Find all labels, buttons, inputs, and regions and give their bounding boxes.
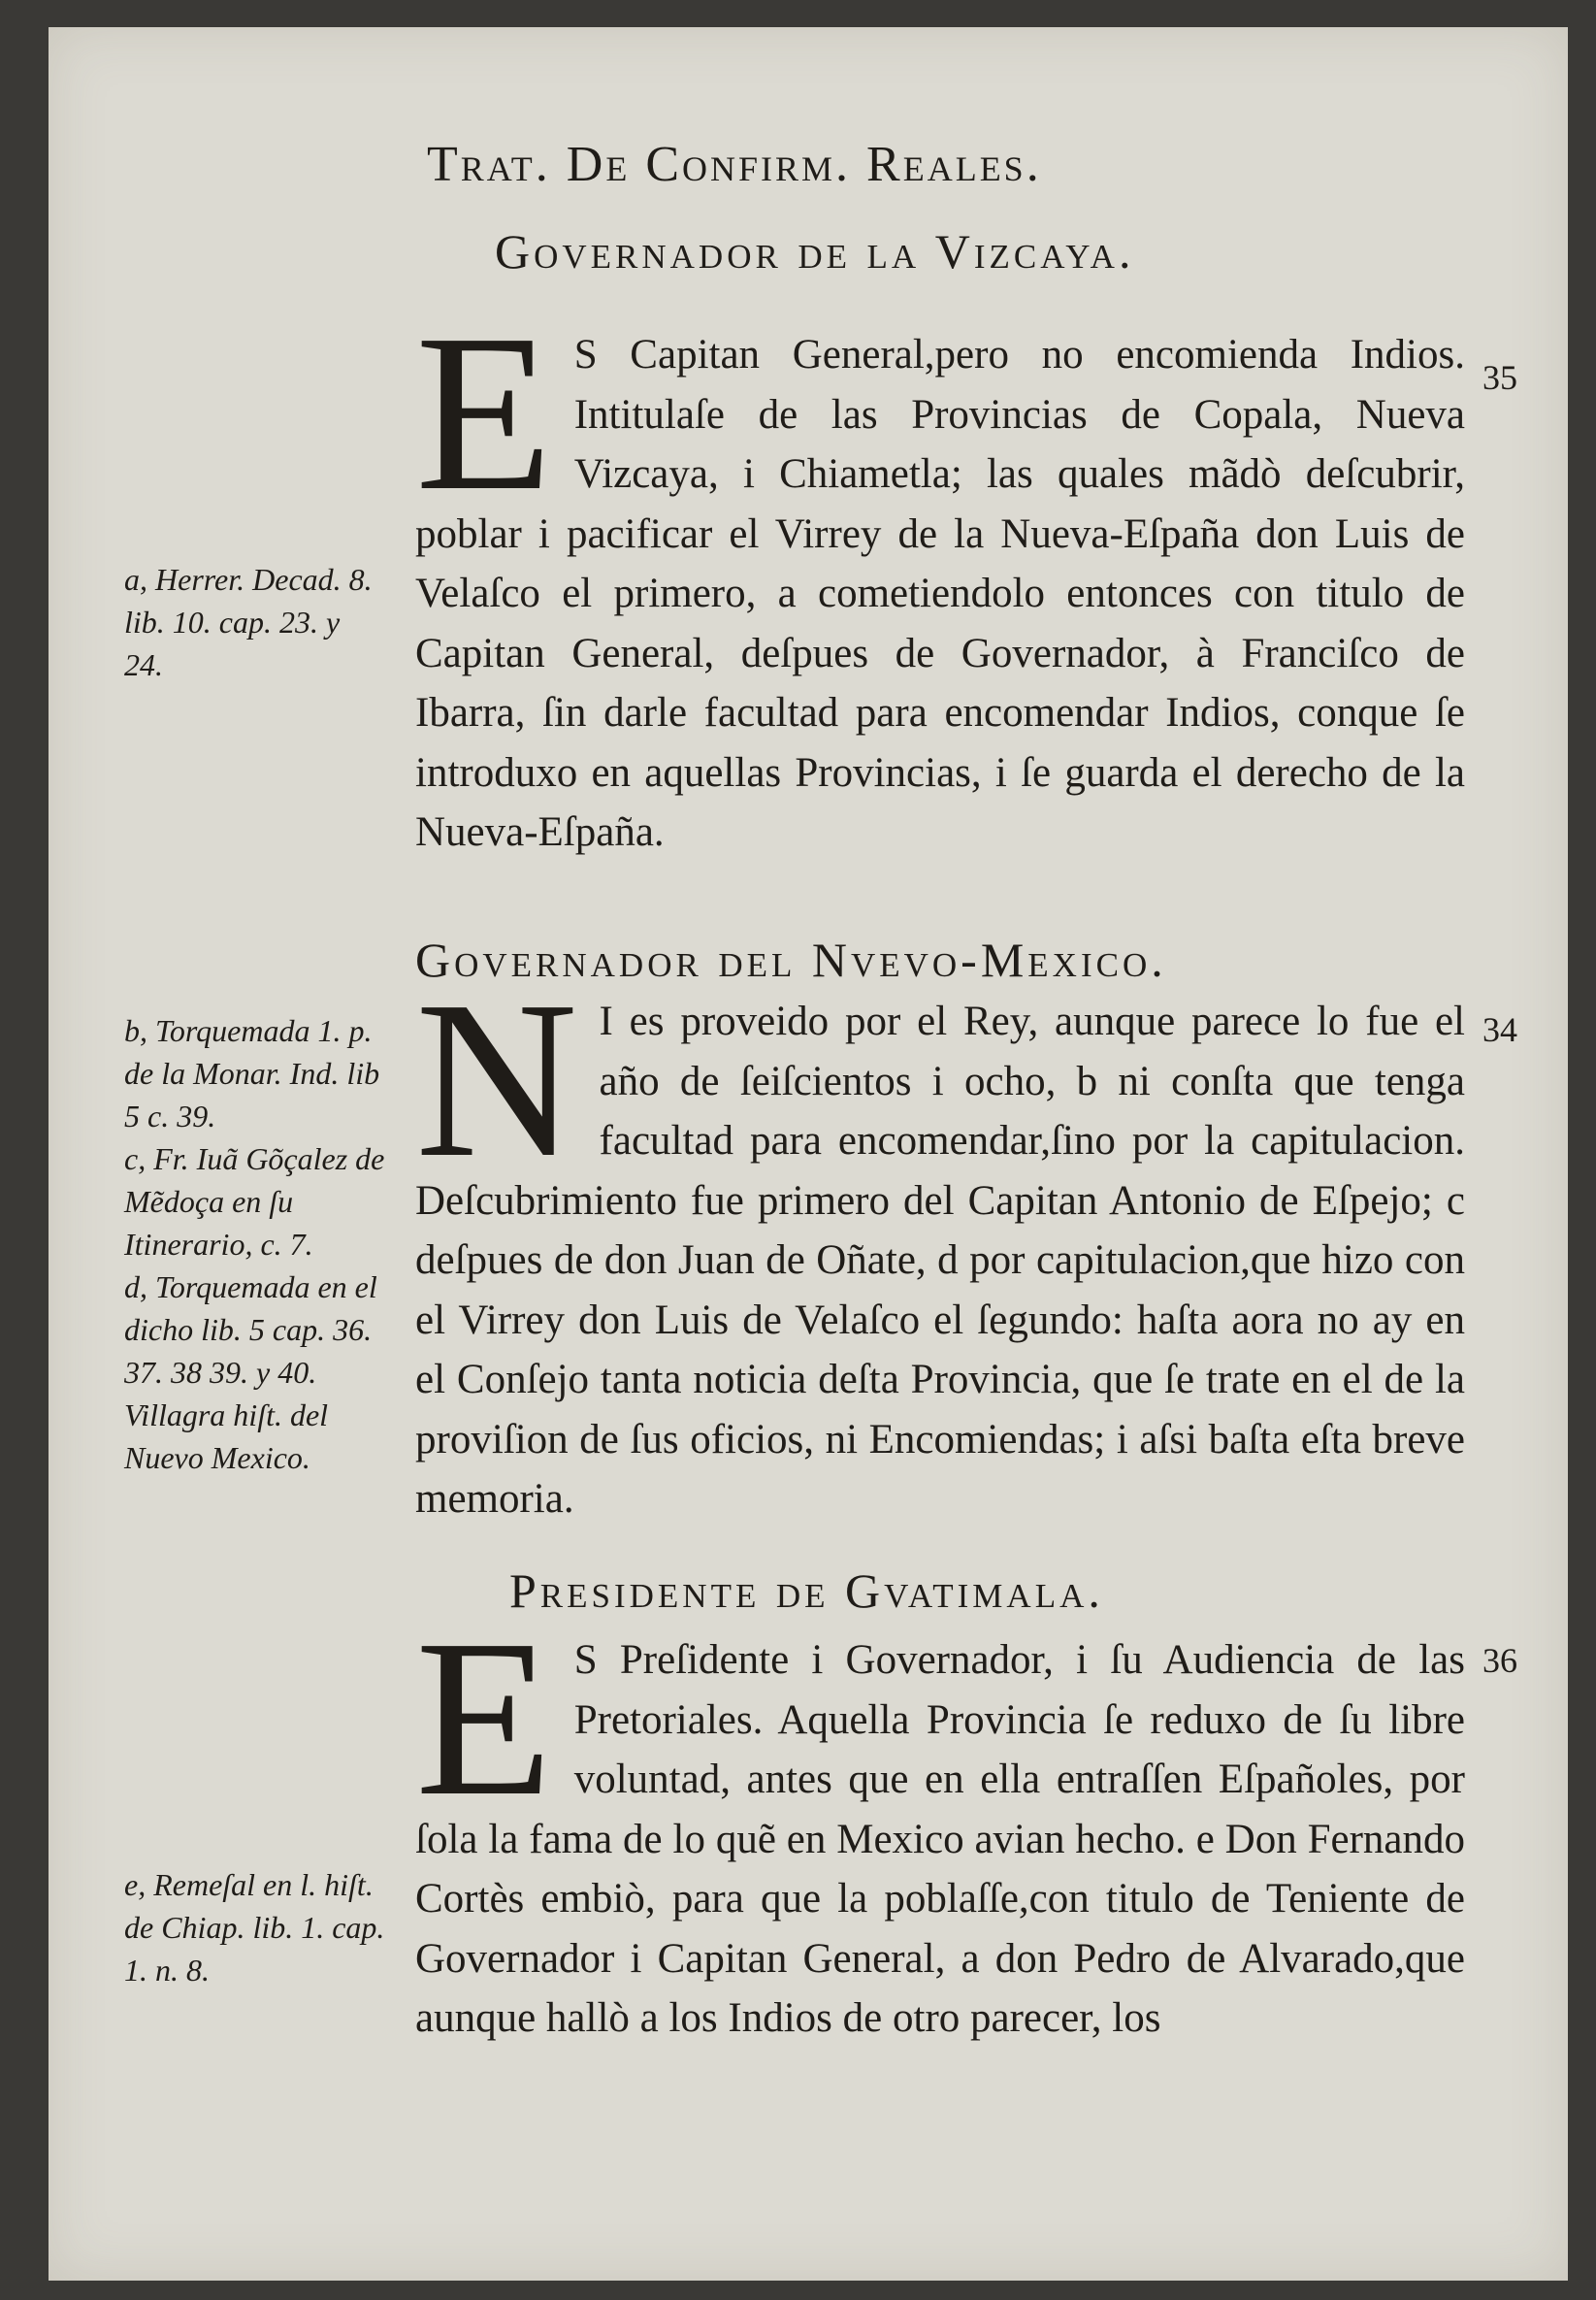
running-head: Trat. De Confirm. Reales. xyxy=(427,137,1042,192)
section-guatimala xyxy=(415,1594,1465,2049)
paragraph: S Preſidente i Governador, i ſu Audiencia de las Pretoriales. Aquella Provincia ſe reduxo de ſu libre voluntad, antes que en ella entraſſen Eſpañoles, por ſola la fama de lo quẽ en Mexico avian hecho. e Don Fernando Cortès embiò, para que la poblaſſe,con titulo de Teniente de Governador i Capitan General, a don Pedro de Alvarado,que aunque hallò a los Indios de otro parecer, los xyxy=(415,1637,1465,2041)
marginal-note: d, Torquemada en el dicho lib. 5 cap. 36. 37. 38 39. y 40. Villagra hiſt. del Nuevo Mexico. xyxy=(124,1269,377,1475)
section-title-nuevo-mexico: Governador del Nvevo-Mexico. xyxy=(415,933,1167,987)
paragraph: S Capitan General,pero no encomienda Indios. Intitulaſe de las Provincias de Copala, Nueva Vizcaya, i Chiametla; las quales mãdò deſcubrir, poblar i pacificar el Virrey de la Nueva-Eſpaña don Luis de Velaſco el primero, a cometiendolo entonces con titulo de Capitan General, deſpues de Governador, à Franciſco de Ibarra, ſin darle facultad para encomendar Indios, conque ſe introduxo en aquellas Provincias, i ſe guarda el derecho de la Nueva-Eſpaña. xyxy=(415,332,1465,855)
drop-cap: E xyxy=(415,288,553,538)
paragraph-number: 36 xyxy=(1482,1641,1517,1680)
marginal-note: a, Herrer. Decad. 8. lib. 10. cap. 23. y 24. xyxy=(124,562,373,682)
marginal-note: b, Torquemada 1. p. de la Monar. Ind. lib 5 c. 39. xyxy=(124,1013,380,1134)
drop-cap: E xyxy=(415,1594,553,1843)
marginal-notes xyxy=(124,1009,386,1479)
paragraph-number: 34 xyxy=(1482,1010,1517,1049)
marginal-notes xyxy=(124,558,386,686)
section-title-guatimala: Presidente de Gvatimala. xyxy=(509,1563,1104,1618)
paragraph: I es proveido por el Rey, aunque parece lo fue el año de ſeiſcientos i ocho, b ni conſta que tenga facultad para encomendar,ſino por la capitulacion. Deſcubrimiento fue primero del Capitan Antonio de Eſpejo; c deſpues de don Juan de Oñate, d por capitulacion,que hizo con el Virrey don Luis de Velaſco el ſegundo: haſta aora no ay en el Conſejo tanta noticia deſta Provincia, que ſe trate en el de la proviſion de ſus oficios, ni Encomiendas; i aſsi baſta eſta breve memoria. xyxy=(415,999,1465,1522)
marginal-note: e, Remeſal en l. hiſt. de Chiap. lib. 1. cap. 1. n. 8. xyxy=(124,1867,385,1988)
drop-cap: N xyxy=(415,955,578,1204)
paragraph-number: 35 xyxy=(1482,358,1517,397)
marginal-note: c, Fr. Iuã Gõçalez de Mẽdoça en ſu Itinerario, c. 7. xyxy=(124,1141,385,1262)
section-title-vizcaya: Governador de la Vizcaya. xyxy=(495,224,1135,279)
marginal-notes xyxy=(124,1863,386,1991)
section-vizcaya xyxy=(415,288,1465,863)
